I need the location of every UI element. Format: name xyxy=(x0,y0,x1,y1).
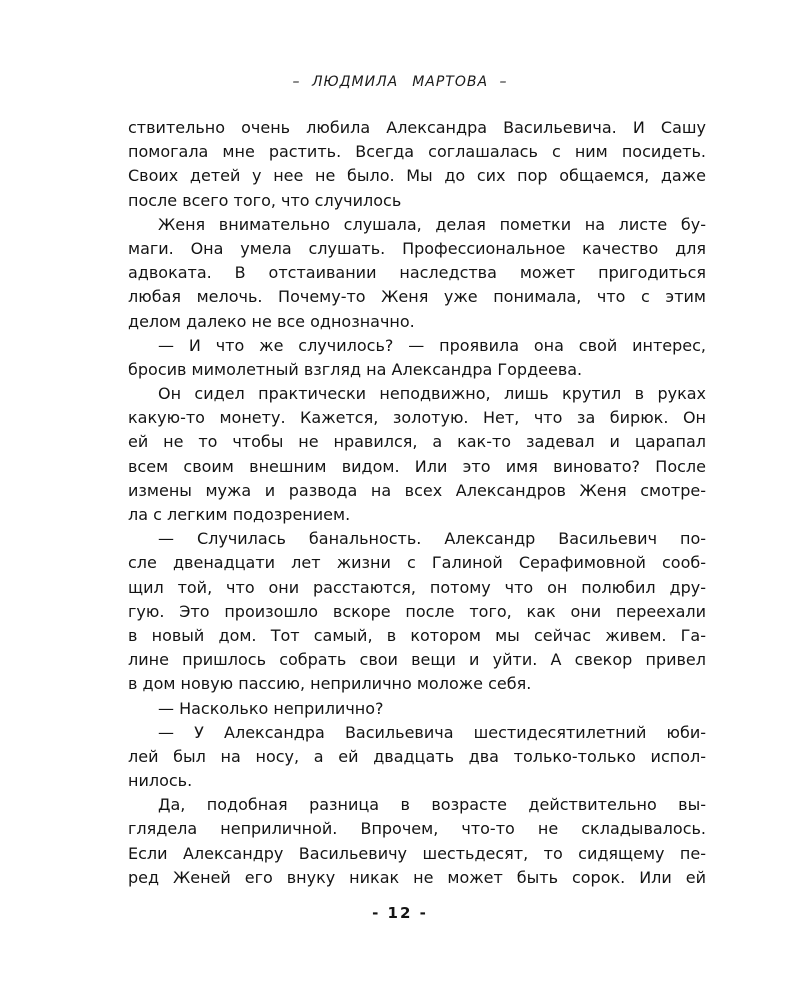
text-line: лей был на носу, а ей двадцать два только-только испол- xyxy=(128,746,706,766)
text-line: маги. Она умела слушать. Профессиональное качество для xyxy=(128,238,706,258)
text-line: измены мужа и развода на всех Александров Женя смотре- xyxy=(128,480,706,500)
text-line: ред Женей его внуку никак не может быть сорок. Или ей xyxy=(128,867,706,887)
text-line: Да, подобная разница в возрасте действительно вы- xyxy=(158,795,706,815)
text-line: Если Александру Васильевичу шестьдесят, то сидящему пе- xyxy=(128,843,706,863)
page-number: - 12 - xyxy=(372,904,428,922)
text-line: лине пришлось собрать свои вещи и уйти. А свекор привел xyxy=(128,650,706,670)
text-line: — У Александра Васильевича шестидесятилетний юби- xyxy=(158,722,706,742)
text-line: всем своим внешним видом. Или это имя виновато? После xyxy=(128,456,706,476)
text-line: помогала мне растить. Всегда соглашалась с ним посидеть. xyxy=(128,142,706,162)
text-line: щил той, что они расстаются, потому что он полюбил дру- xyxy=(128,577,706,597)
header-author-last-name: МАРТОВА xyxy=(412,74,489,90)
text-line: Своих детей у нее не было. Мы до сих пор общаемся, даже xyxy=(128,166,706,186)
header-author-first-name: ЛЮДМИЛА xyxy=(311,74,399,90)
text-line: адвоката. В отстаивании наследства может пригодиться xyxy=(128,263,706,283)
text-line: в новый дом. Тот самый, в котором мы сейчас живем. Га- xyxy=(128,625,706,645)
text-line: бросив мимолетный взгляд на Александра Гордеева. xyxy=(128,359,583,379)
header-dash-right: – xyxy=(499,74,508,90)
text-line: Женя внимательно слушала, делая пометки на листе бу- xyxy=(158,214,706,234)
text-line: — Случилась банальность. Александр Васильевич по- xyxy=(158,529,706,549)
body-text xyxy=(128,116,706,890)
text-line: гую. Это произошло вскоре после того, как они переехали xyxy=(128,601,706,621)
text-line: Он сидел практически неподвижно, лишь крутил в руках xyxy=(158,384,706,404)
text-line: — Насколько неприлично? xyxy=(158,698,384,718)
text-line: сле двенадцати лет жизни с Галиной Серафимовной сооб- xyxy=(128,553,706,573)
header-dash-left: – xyxy=(292,74,301,90)
text-line: нилось. xyxy=(128,771,193,791)
text-line: ствительно очень любила Александра Васильевича. И Сашу xyxy=(128,118,706,137)
text-line: — И что же случилось? — проявила она свой интерес, xyxy=(158,335,706,355)
text-line: ей не то чтобы не нравился, а как-то задевал и царапал xyxy=(128,432,706,452)
text-line: после всего того, что случилось xyxy=(128,190,402,210)
text-line: ла с легким подозрением. xyxy=(128,505,351,524)
text-line: любая мелочь. Почему-то Женя уже понимала, что с этим xyxy=(128,287,706,307)
text-line: какую-то монету. Кажется, золотую. Нет, что за бирюк. Он xyxy=(128,408,706,428)
text-line: глядела неприличной. Впрочем, что-то не складывалось. xyxy=(128,819,706,839)
text-line: делом далеко не все однозначно. xyxy=(128,311,415,331)
running-header xyxy=(0,74,800,90)
text-line: в дом новую пассию, неприлично моложе себя. xyxy=(128,674,532,694)
